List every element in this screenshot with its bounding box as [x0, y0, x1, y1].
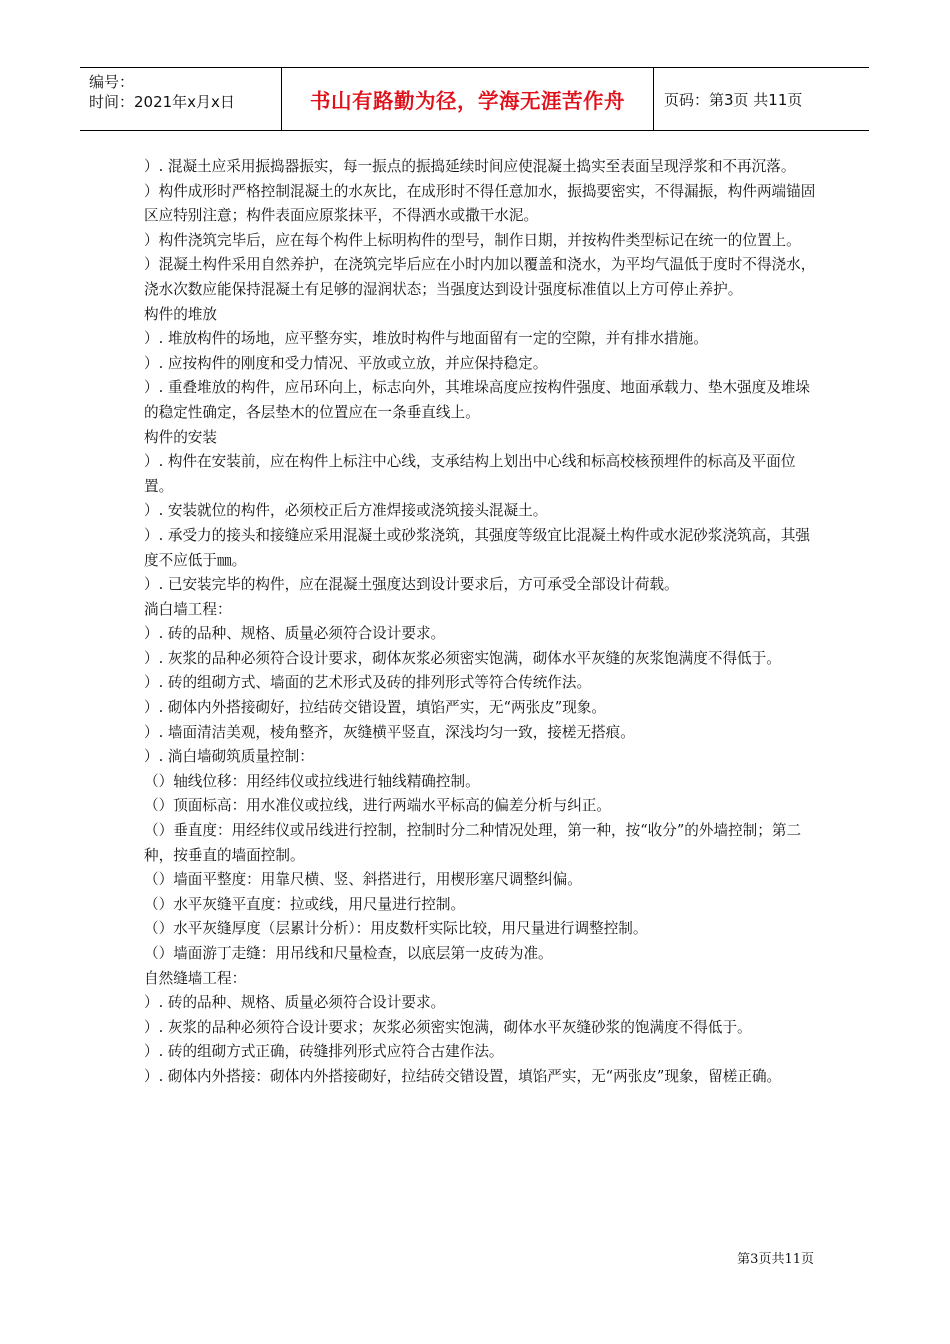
document-time-label: 时间：2021年x月x日 — [89, 93, 235, 111]
header-page-label: 页码：第3页 共11页 — [664, 90, 803, 109]
paragraph: ）构件浇筑完毕后，应在每个构件上标明构件的型号，制作日期，并按构件类型标记在统一的位置上。 — [144, 231, 801, 249]
paragraph: ）. 砌体内外搭接砌好，拉结砖交错设置，填馅严实，无“两张皮”现象。 — [144, 699, 607, 717]
paragraph: ）. 灰浆的品种必须符合设计要求，砌体灰浆必须密实饱满，砌体水平灰缝的灰浆饱满度不得低于。 — [144, 649, 781, 667]
paragraph: ）. 堆放构件的场地，应平整夯实，堆放时构件与地面留有一定的空隙，并有排水措施。 — [144, 330, 708, 348]
paragraph: ）. 承受力的接头和接缝应采用混凝土或砂浆浇筑，其强度等级宜比混凝土构件或水泥砂浆浇筑高，其强度不应低于㎜。 — [144, 526, 811, 569]
section-heading: 构件的堆放 — [144, 305, 217, 323]
document-number-label: 编号： — [89, 73, 135, 91]
paragraph: ）. 墙面清洁美观，棱角整齐，灰缝横平竖直，深浅均匀一致，接槎无搭痕。 — [144, 723, 635, 741]
header-motto: 书山有路勤为径，学海无涯苦作舟 — [282, 68, 654, 130]
paragraph: （）轴线位移：用经纬仪或拉线进行轴线精确控制。 — [144, 772, 480, 790]
paragraph: ）. 已安装完毕的构件，应在混凝土强度达到设计要求后，方可承受全部设计荷载。 — [144, 576, 679, 594]
paragraph: ）. 淌白墙砌筑质量控制： — [144, 748, 314, 766]
paragraph: （）垂直度：用经纬仪或吊线进行控制，控制时分二种情况处理，第一种，按“收分”的外墙控制；第二种，按垂直的墙面控制。 — [144, 822, 802, 864]
header-meta — [80, 68, 282, 130]
paragraph: ）. 砖的组砌方式、墙面的艺术形式及砖的排列形式等符合传统作法。 — [144, 674, 592, 692]
page-header — [80, 67, 869, 131]
section-heading: 淌白墙工程： — [144, 600, 232, 618]
paragraph: ）. 安装就位的构件，必须校正后方准焊接或浇筑接头混凝土。 — [144, 502, 548, 520]
paragraph: ）. 构件在安装前，应在构件上标注中心线，支承结构上划出中心线和标高校核预埋件的标高及平面位置。 — [144, 453, 796, 495]
paragraph: ）. 砖的品种、规格、质量必须符合设计要求。 — [144, 625, 446, 643]
document-body — [144, 155, 816, 1090]
paragraph: ）. 混凝土应采用振捣器振实，每一振点的振捣延续时间应使混凝土捣实至表面呈现浮浆和不再沉落。 — [144, 158, 796, 175]
section-heading: 自然缝墙工程： — [144, 969, 247, 987]
paragraph: ）. 重叠堆放的构件，应吊环向上，标志向外，其堆垛高度应按构件强度、地面承载力、垫木强度及堆垛的稳定性确定，各层垫木的位置应在一条垂直线上。 — [144, 379, 811, 421]
paragraph: ）. 应按构件的刚度和受力情况、平放或立放，并应保持稳定。 — [144, 354, 548, 372]
paragraph: ）. 砖的组砌方式正确，砖缝排列形式应符合古建作法。 — [144, 1043, 504, 1061]
page-footer: 第3页共11页 — [737, 1252, 814, 1267]
paragraph: （）墙面游丁走缝：用吊线和尺量检查，以底层第一皮砖为准。 — [144, 945, 553, 962]
section-heading: 构件的安装 — [144, 428, 217, 446]
paragraph: （）水平灰缝平直度：拉或线，用尺量进行控制。 — [144, 895, 466, 913]
paragraph: ）. 砌体内外搭接：砌体内外搭接砌好，拉结砖交错设置，填馅严实，无“两张皮”现象，留槎正确。 — [144, 1067, 782, 1085]
paragraph: ）构件成形时严格控制混凝土的水灰比，在成形时不得任意加水，振捣要密实，不得漏振，构件两端锚固区应特别注意；构件表面应原浆抹平，不得洒水或撒干水泥。 — [144, 182, 816, 225]
paragraph: （）水平灰缝厚度（层累计分析）：用皮数杆实际比较，用尺量进行调整控制。 — [144, 920, 648, 938]
paragraph: ）. 砖的品种、规格、质量必须符合设计要求。 — [144, 994, 446, 1012]
paragraph: ）. 灰浆的品种必须符合设计要求；灰浆必须密实饱满，砌体水平灰缝砂浆的饱满度不得低于。 — [144, 1018, 752, 1036]
paragraph: ）混凝土构件采用自然养护，在浇筑完毕后应在小时内加以覆盖和浇水，为平均气温低于度时不得浇水，浇水次数应能保持混凝土有足够的湿润状态；当强度达到设计强度标准值以上方可停止养护。 — [144, 256, 816, 298]
paragraph: （）顶面标高：用水准仪或拉线，进行两端水平标高的偏差分析与纠正。 — [144, 797, 612, 815]
paragraph: （）墙面平整度：用靠尺横、竖、斜搭进行，用楔形塞尺调整纠偏。 — [144, 871, 582, 889]
